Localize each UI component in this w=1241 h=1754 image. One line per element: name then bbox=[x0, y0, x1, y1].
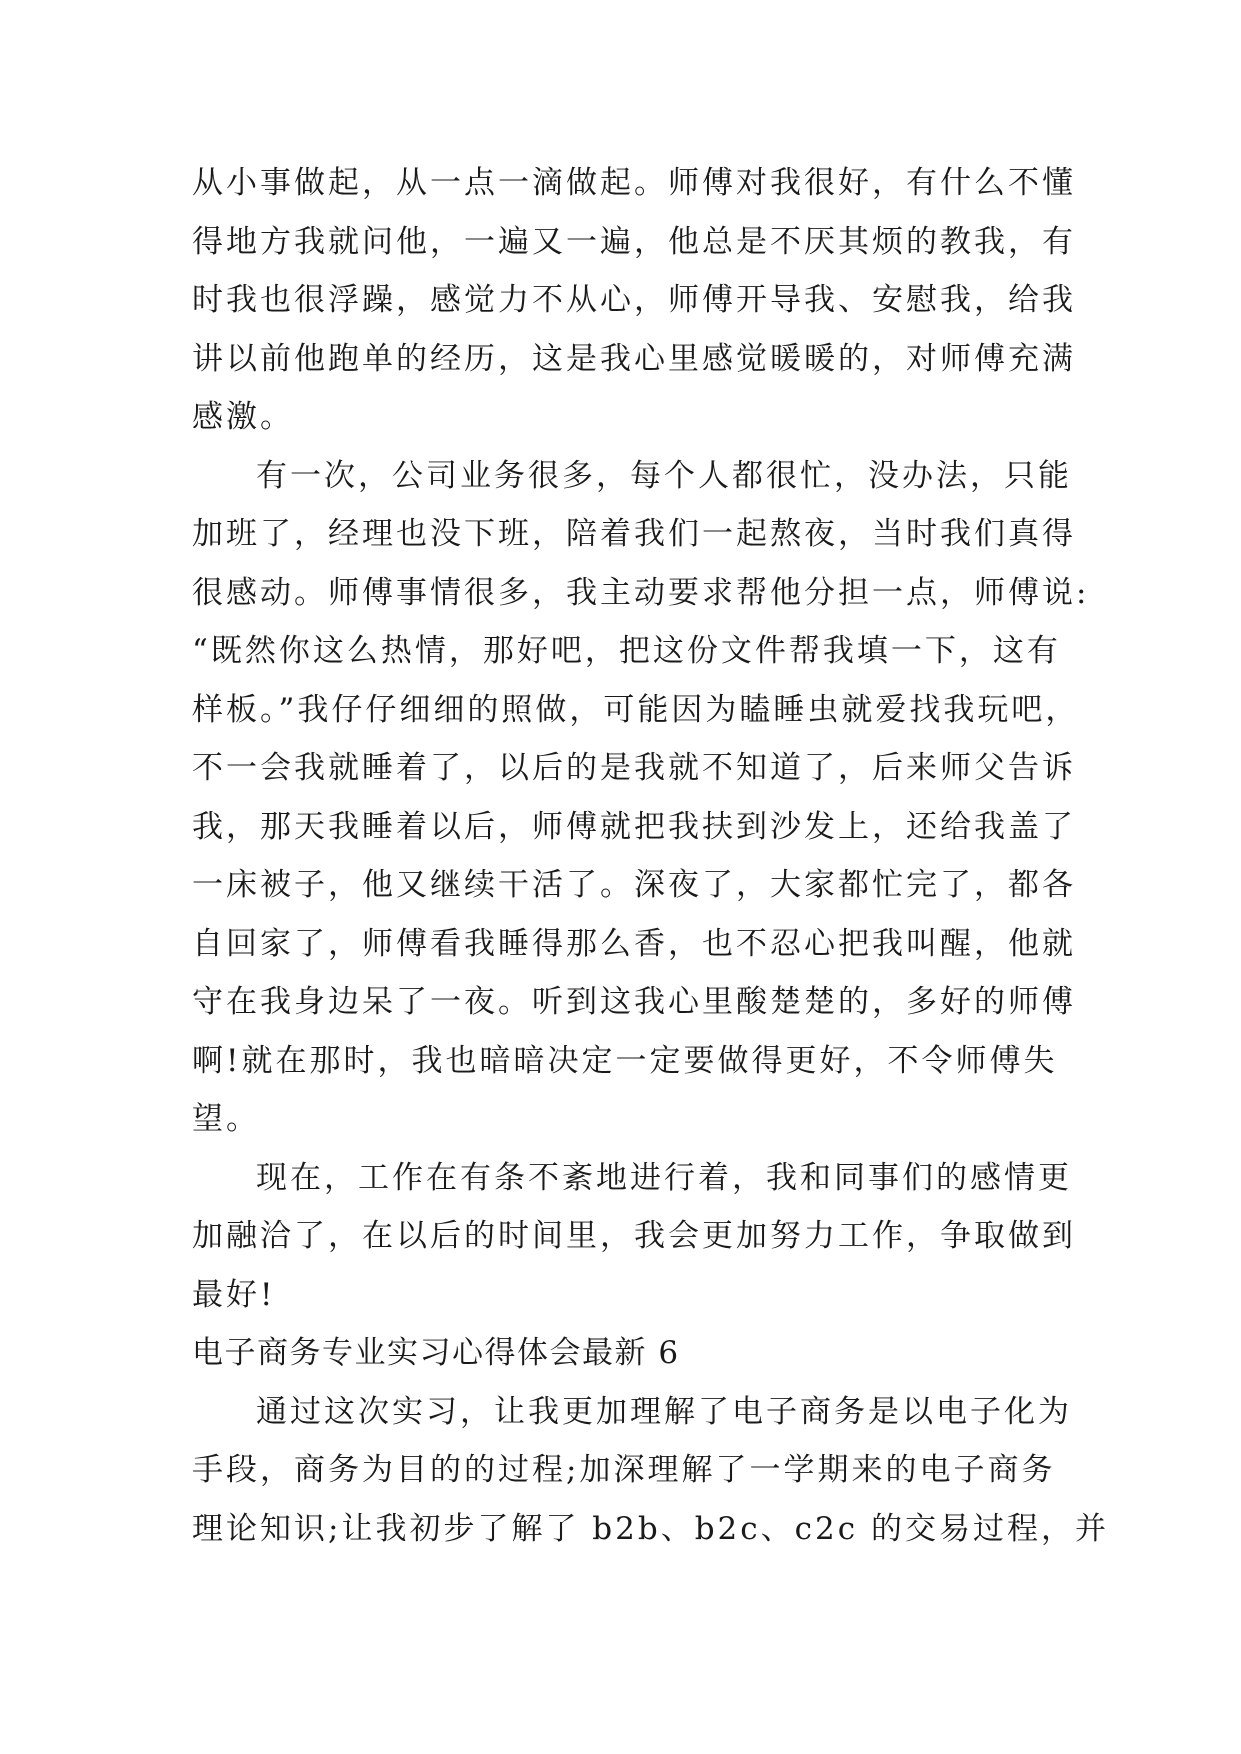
text-line: 手段，商务为目的的过程;加深理解了一学期来的电子商务 bbox=[192, 1452, 1056, 1488]
text-line: 时我也很浮躁，感觉力不从心，师傅开导我、安慰我，给我 bbox=[192, 282, 1076, 318]
text-line: 守在我身边呆了一夜。听到这我心里酸楚楚的，多好的师傅 bbox=[192, 984, 1076, 1020]
paragraph-first-line: 有一次，公司业务很多，每个人都很忙，没办法，只能 bbox=[256, 457, 1072, 494]
text-line: 我，那天我睡着以后，师傅就把我扶到沙发上，还给我盖了 bbox=[192, 808, 1076, 845]
text-line: 自回家了，师傅看我睡得那么香，也不忍心把我叫醒，他就 bbox=[192, 925, 1076, 962]
text-line: 讲以前他跑单的经历，这是我心里感觉暖暖的，对师傅充满 bbox=[192, 340, 1076, 377]
text-line: 啊!就在那时，我也暗暗决定一定要做得更好，不令师傅失 bbox=[192, 1042, 1058, 1079]
section-heading: 电子商务专业实习心得体会最新 6 bbox=[192, 1335, 680, 1371]
document-page bbox=[192, 154, 1109, 1558]
text-line: 一床被子，他又继续干活了。深夜了，大家都忙完了，都各 bbox=[192, 867, 1076, 903]
text-line: 望。 bbox=[192, 1101, 260, 1137]
text-line: 得地方我就问他，一遍又一遍，他总是不厌其烦的教我，有 bbox=[192, 223, 1076, 260]
paragraph-first-line: 通过这次实习，让我更加理解了电子商务是以电子化为 bbox=[256, 1393, 1072, 1430]
text-line: 很感动。师傅事情很多，我主动要求帮他分担一点，师傅说: bbox=[192, 574, 1090, 611]
text-line: 不一会我就睡着了，以后的是我就不知道了，后来师父告诉 bbox=[192, 750, 1076, 786]
text-line: 从小事做起，从一点一滴做起。师傅对我很好，有什么不懂 bbox=[192, 165, 1076, 201]
text-line: 加融洽了，在以后的时间里，我会更加努力工作，争取做到 bbox=[192, 1218, 1076, 1254]
text-line: 理论知识;让我初步了解了 b2b、b2c、c2c 的交易过程，并 bbox=[192, 1510, 1109, 1547]
text-line: 加班了，经理也没下班，陪着我们一起熬夜，当时我们真得 bbox=[192, 516, 1076, 552]
text-line: 最好! bbox=[192, 1276, 276, 1313]
paragraph-first-line: 现在，工作在有条不紊地进行着，我和同事们的感情更 bbox=[256, 1159, 1072, 1196]
text-line: “既然你这么热情，那好吧，把这份文件帮我填一下，这有 bbox=[192, 633, 1061, 669]
text-line: 感激。 bbox=[192, 399, 294, 435]
text-line: 样板。”我仔仔细细的照做，可能因为瞌睡虫就爱找我玩吧， bbox=[192, 691, 1080, 728]
